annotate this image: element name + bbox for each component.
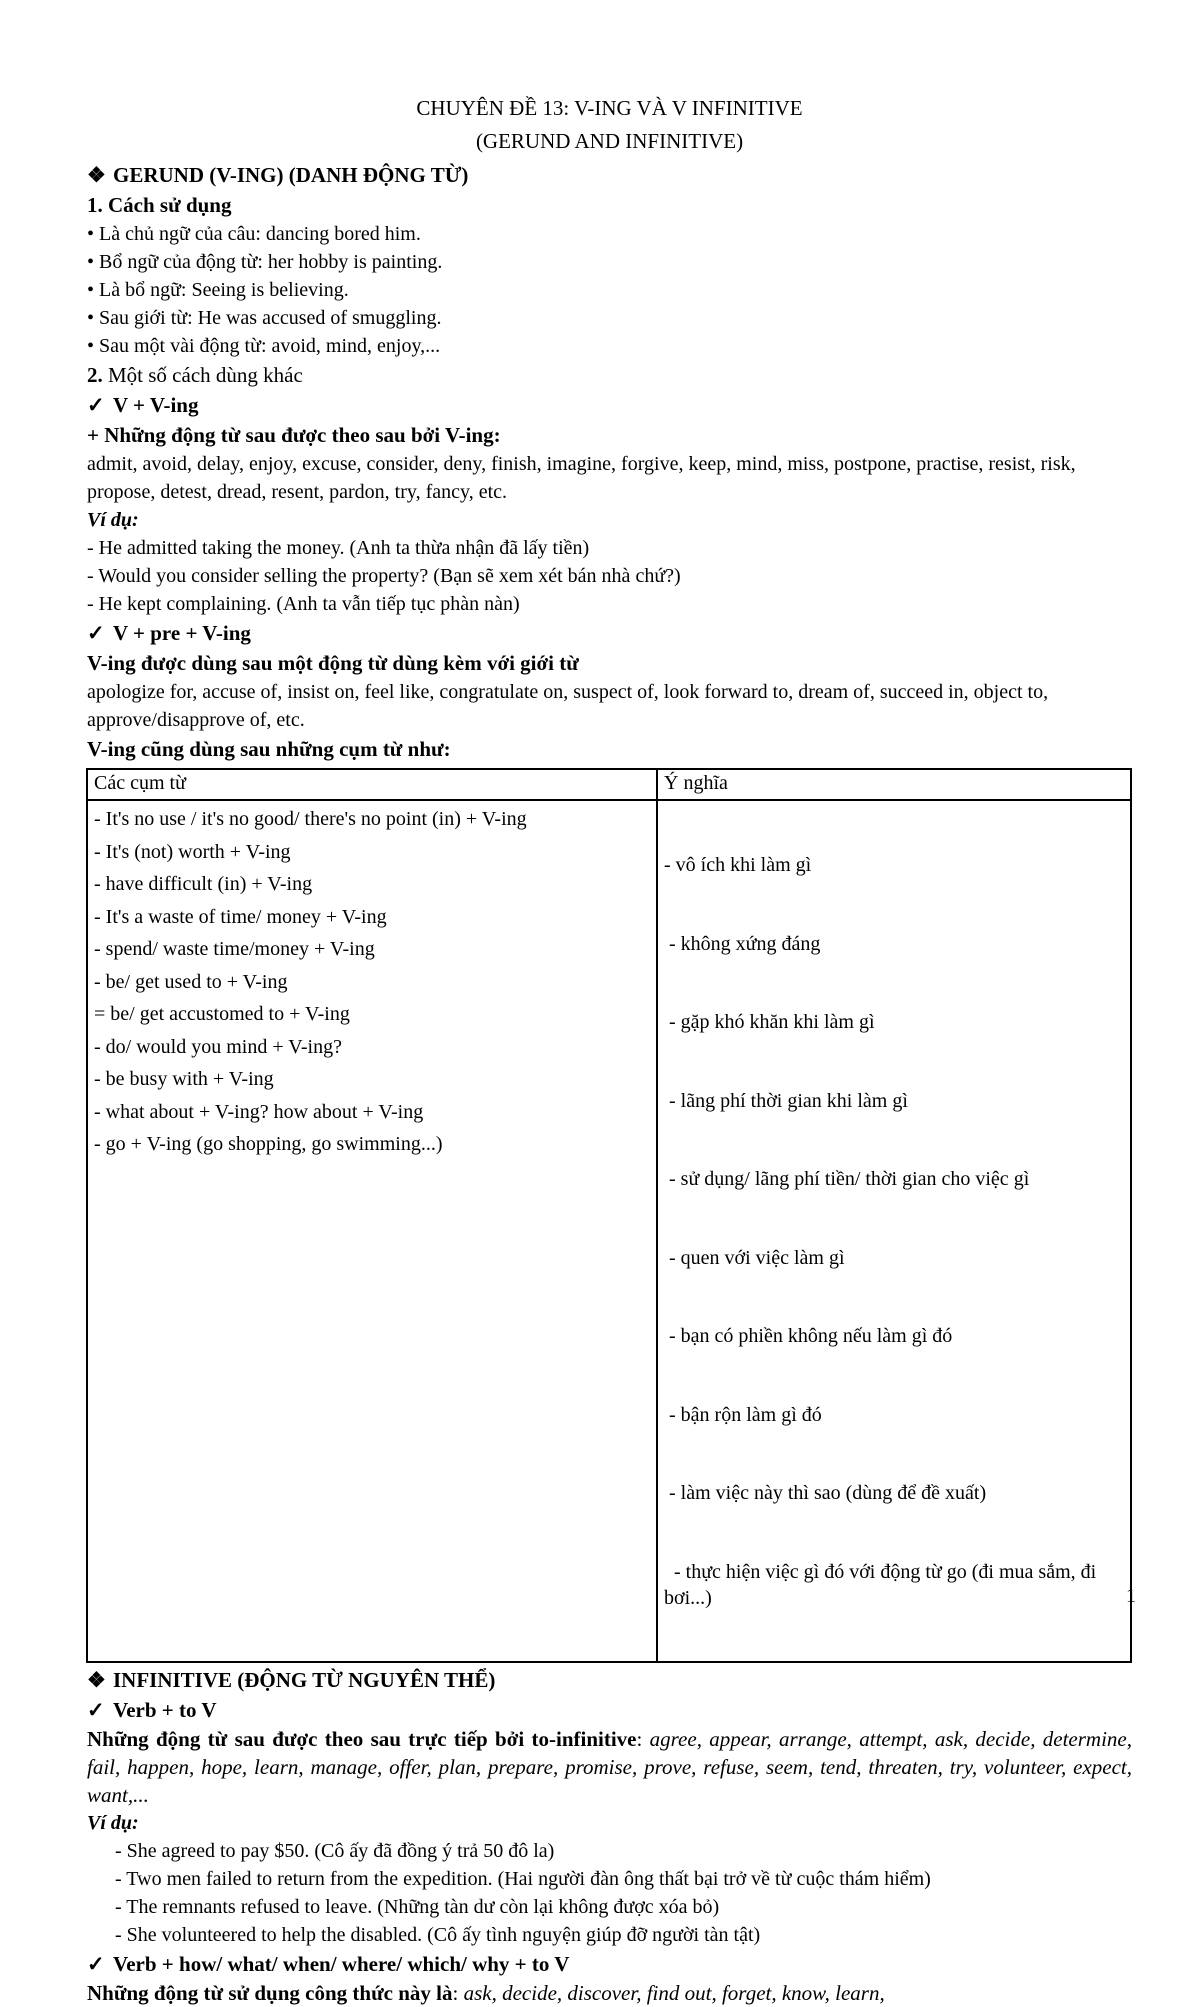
other-usage-heading: 2. Một số cách dùng khác: [87, 363, 303, 387]
document-page: [87, 92, 1132, 2007]
phrase-item: - spend/ waste time/money + V-ing: [94, 938, 375, 960]
example-label: Ví dụ:: [87, 509, 139, 531]
checkmark-icon: ✓: [87, 393, 105, 417]
v-pre-ving-heading: ✓ V + pre + V-ing: [87, 618, 1132, 648]
infinitive-heading: ❖ INFINITIVE (ĐỘNG TỪ NGUYÊN THỂ): [87, 1665, 1132, 1695]
checkmark-icon: ✓: [87, 1951, 105, 1976]
diamond-bullet-icon: ❖: [87, 1667, 106, 1692]
phrase-item: - It's (not) worth + V-ing: [94, 840, 291, 863]
example-sentence: - She agreed to pay $50. (Cô ấy đã đồng ý trả 50 đô la): [115, 1839, 555, 1862]
meaning-item: - vô ích khi làm gì: [664, 854, 812, 876]
table-header-phrases: Các cụm từ: [87, 769, 657, 800]
example-sentence: - Would you consider selling the property? (Bạn sẽ xem xét bán nhà chứ?): [87, 565, 681, 587]
phrase-item: - be/ get used to + V-ing: [94, 970, 288, 993]
title-line-1: CHUYÊN ĐỀ 13: V-ING VÀ V INFINITIVE: [416, 96, 803, 120]
usage-item: • Là chủ ngữ của câu: dancing bored him.: [87, 223, 421, 245]
meaning-item: - không xứng đáng: [664, 932, 821, 955]
meaning-item: - thực hiện việc gì đó với động từ go (đi mua sắm, đi bơi...): [664, 1560, 1102, 1609]
meaning-item: - bạn có phiền không nếu làm gì đó: [664, 1325, 953, 1347]
gerund-examples: [87, 534, 1132, 618]
example-sentence: - The remnants refused to leave. (Những tàn dư còn lại không được xóa bỏ): [115, 1895, 720, 1918]
table-header-meaning: Ý nghĩa: [657, 769, 1131, 800]
phrase-item: - do/ would you mind + V-ing?: [94, 1035, 342, 1058]
checkmark-icon: ✓: [87, 1697, 105, 1722]
meaning-item: - làm việc này thì sao (dùng để đề xuất): [664, 1482, 987, 1504]
phrase-item: - It's no use / it's no good/ there's no point (in) + V-ing: [94, 808, 527, 830]
example-sentence: - She volunteered to help the disabled. (Cô ấy tình nguyện giúp đỡ người tàn tật): [115, 1923, 761, 1946]
phrase-item: - have difficult (in) + V-ing: [94, 873, 313, 895]
phrases-intro: V-ing cũng dùng sau những cụm từ như:: [87, 737, 451, 761]
usage-item: • Sau một vài động từ: avoid, mind, enjoy,...: [87, 335, 441, 357]
phrases-table: [86, 768, 1132, 1663]
phrase-item: - what about + V-ing? how about + V-ing: [94, 1100, 424, 1123]
infinitive-examples: [87, 1837, 1132, 1949]
usage-item: • Bổ ngữ của động từ: her hobby is painting.: [87, 251, 443, 273]
example-label: Ví dụ:: [87, 1811, 139, 1834]
page-number: 1: [1126, 1585, 1136, 1607]
checkmark-icon: ✓: [87, 621, 105, 645]
v-ving-intro: + Những động từ sau được theo sau bởi V-ing:: [87, 423, 501, 447]
usage-list: [87, 220, 1132, 360]
verb-wh-paragraph: Những động từ sử dụng công thức này là: ask, decide, discover, find out, forget, know, learn,: [87, 1980, 885, 2005]
usage-item: • Sau giới từ: He was accused of smuggling.: [87, 307, 442, 329]
v-pre-ving-intro: V-ing được dùng sau một động từ dùng kèm với giới từ: [87, 651, 579, 675]
diamond-bullet-icon: ❖: [87, 163, 106, 187]
meaning-item: - quen với việc làm gì: [664, 1246, 845, 1269]
example-sentence: - He admitted taking the money. (Anh ta thừa nhận đã lấy tiền): [87, 537, 590, 559]
table-body-row: [87, 800, 1131, 1662]
verb-to-v-paragraph: Những động từ sau được theo sau trực tiếp bởi to-infinitive: agree, appear, arrange, attempt, ask, decide, determine, fail, happen, hope, learn, manage, offer, plan, prepare, promise, prove, refuse, seem, tend, threaten, try, volunteer, expect, want,...: [87, 1726, 1132, 1807]
meaning-item: - lãng phí thời gian khi làm gì: [664, 1089, 908, 1112]
table-header-row: [87, 769, 1131, 800]
verb-to-v-heading: ✓ Verb + to V: [87, 1695, 1132, 1725]
title-line-2: (GERUND AND INFINITIVE): [475, 129, 744, 153]
gerund-heading: ❖ GERUND (V-ING) (DANH ĐỘNG TỪ): [87, 160, 1132, 190]
example-sentence: - Two men failed to return from the expedition. (Hai người đàn ông thất bại trở về từ cuộc thám hiểm): [115, 1867, 931, 1890]
example-sentence: - He kept complaining. (Anh ta vẫn tiếp tục phàn nàn): [87, 593, 520, 615]
meaning-item: - bận rộn làm gì đó: [664, 1403, 822, 1426]
phrase-item: = be/ get accustomed to + V-ing: [94, 1003, 350, 1025]
phrase-item: - be busy with + V-ing: [94, 1068, 274, 1090]
meanings-column: [657, 800, 1131, 1662]
meaning-item: - gặp khó khăn khi làm gì: [664, 1011, 875, 1033]
phrase-item: - It's a waste of time/ money + V-ing: [94, 905, 387, 928]
document-title: [87, 92, 1132, 158]
usage-heading: 1. Cách sử dụng: [87, 193, 232, 217]
v-pre-ving-list: apologize for, accuse of, insist on, feel like, congratulate on, suspect of, look forward to, dream of, succeed in, object to, approve/disapprove of, etc.: [87, 681, 1049, 731]
v-ving-heading: ✓ V + V-ing: [87, 390, 1132, 420]
v-ving-verb-list: admit, avoid, delay, enjoy, excuse, consider, deny, finish, imagine, forgive, keep, mind, miss, postpone, practise, resist, risk, propose, detest, dread, resent, pardon, try, fancy, etc.: [87, 453, 1076, 503]
phrase-item: - go + V-ing (go shopping, go swimming...): [94, 1133, 443, 1155]
phrases-column: [87, 800, 657, 1662]
meaning-item: - sử dụng/ lãng phí tiền/ thời gian cho việc gì: [664, 1168, 1030, 1190]
usage-item: • Là bổ ngữ: Seeing is believing.: [87, 279, 349, 301]
verb-wh-heading: ✓ Verb + how/ what/ when/ where/ which/ why + to V: [87, 1949, 1132, 1979]
